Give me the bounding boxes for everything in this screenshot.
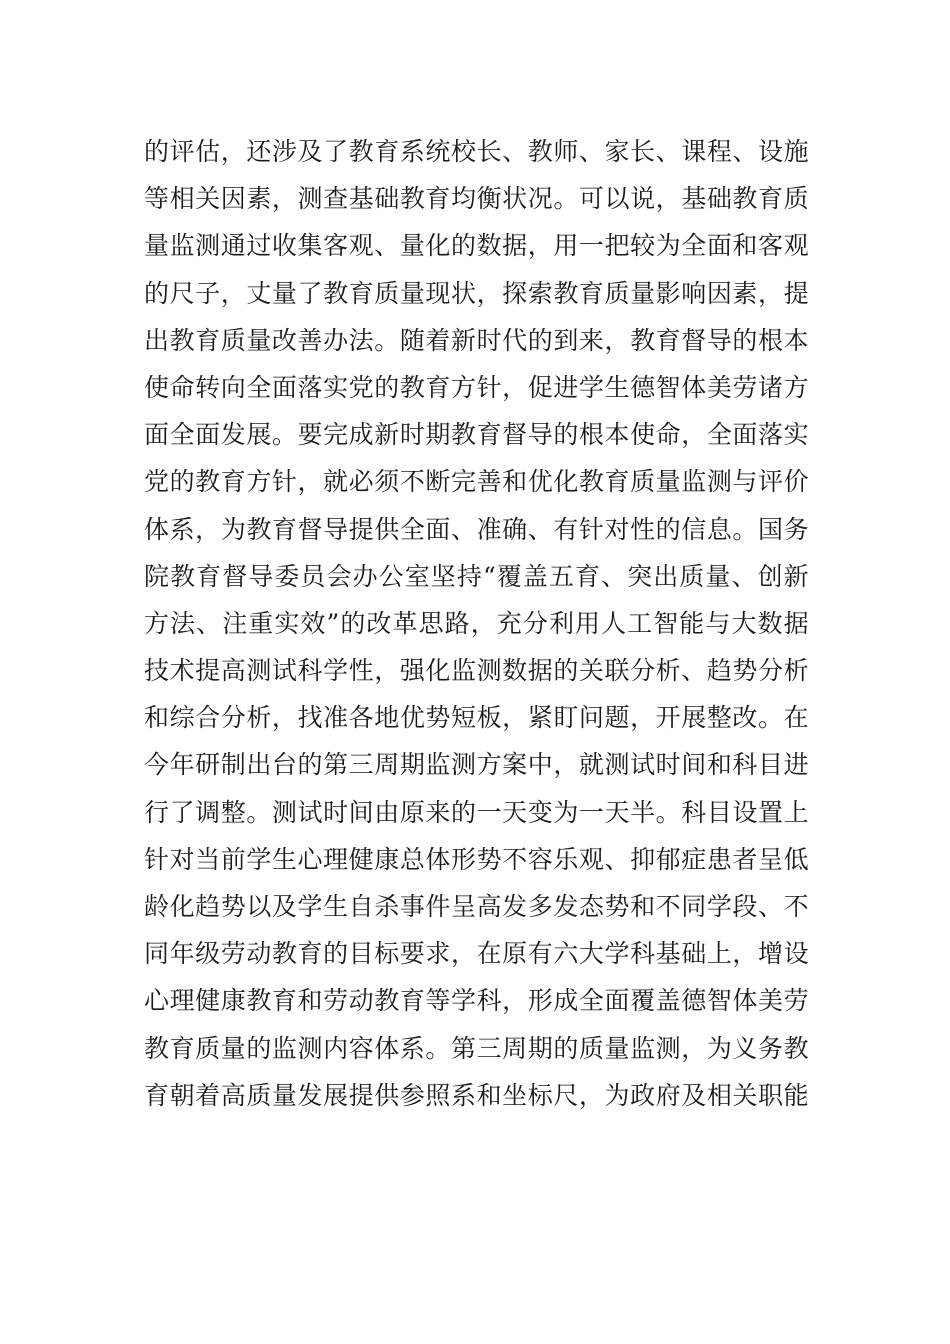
text-line: 出教育质量改善办法。随着新时代的到来，教育督导的根本 xyxy=(144,325,809,355)
text-line: 和综合分析，找准各地优势短板，紧盯问题，开展整改。在 xyxy=(144,703,809,733)
text-line: 等相关因素，测查基础教育均衡状况。可以说，基础教育质 xyxy=(144,184,809,214)
text-line: 同年级劳动教育的目标要求，在原有六大学科基础上，增设 xyxy=(144,939,809,969)
text-line: 龄化趋势以及学生自杀事件呈高发多发态势和不同学段、不 xyxy=(144,892,809,921)
text-line: 的尺子，丈量了教育质量现状，探索教育质量影响因素，提 xyxy=(144,278,809,308)
text-line: 方法、注重实效”的改革思路，充分利用人工智能与大数据 xyxy=(144,608,809,638)
text-line: 育朝着高质量发展提供参照系和坐标尺，为政府及相关职能 xyxy=(144,1080,809,1110)
text-line: 院教育督导委员会办公室坚持“覆盖五育、突出质量、创新 xyxy=(144,561,809,591)
text-line: 党的教育方针，就必须不断完善和优化教育质量监测与评价 xyxy=(144,467,809,497)
text-line: 面全面发展。要完成新时期教育督导的根本使命，全面落实 xyxy=(144,420,809,450)
text-line: 技术提高测试科学性，强化监测数据的关联分析、趋势分析 xyxy=(144,656,809,686)
text-line: 体系，为教育督导提供全面、准确、有针对性的信息。国务 xyxy=(144,514,809,544)
text-line: 教育质量的监测内容体系。第三周期的质量监测，为义务教 xyxy=(144,1033,809,1063)
text-line: 今年研制出台的第三周期监测方案中，就测试时间和科目进 xyxy=(144,750,809,780)
text-line: 心理健康教育和劳动教育等学科，形成全面覆盖德智体美劳 xyxy=(144,986,809,1016)
text-line: 行了调整。测试时间由原来的一天变为一天半。科目设置上 xyxy=(144,797,809,827)
text-line: 使命转向全面落实党的教育方针，促进学生德智体美劳诸方 xyxy=(144,372,809,402)
text-line: 针对当前学生心理健康总体形势不容乐观、抑郁症患者呈低 xyxy=(144,844,809,874)
body-paragraph xyxy=(144,128,809,1119)
text-line: 量监测通过收集客观、量化的数据，用一把较为全面和客观 xyxy=(144,231,809,261)
text-line: 的评估，还涉及了教育系统校长、教师、家长、课程、设施 xyxy=(144,137,809,166)
